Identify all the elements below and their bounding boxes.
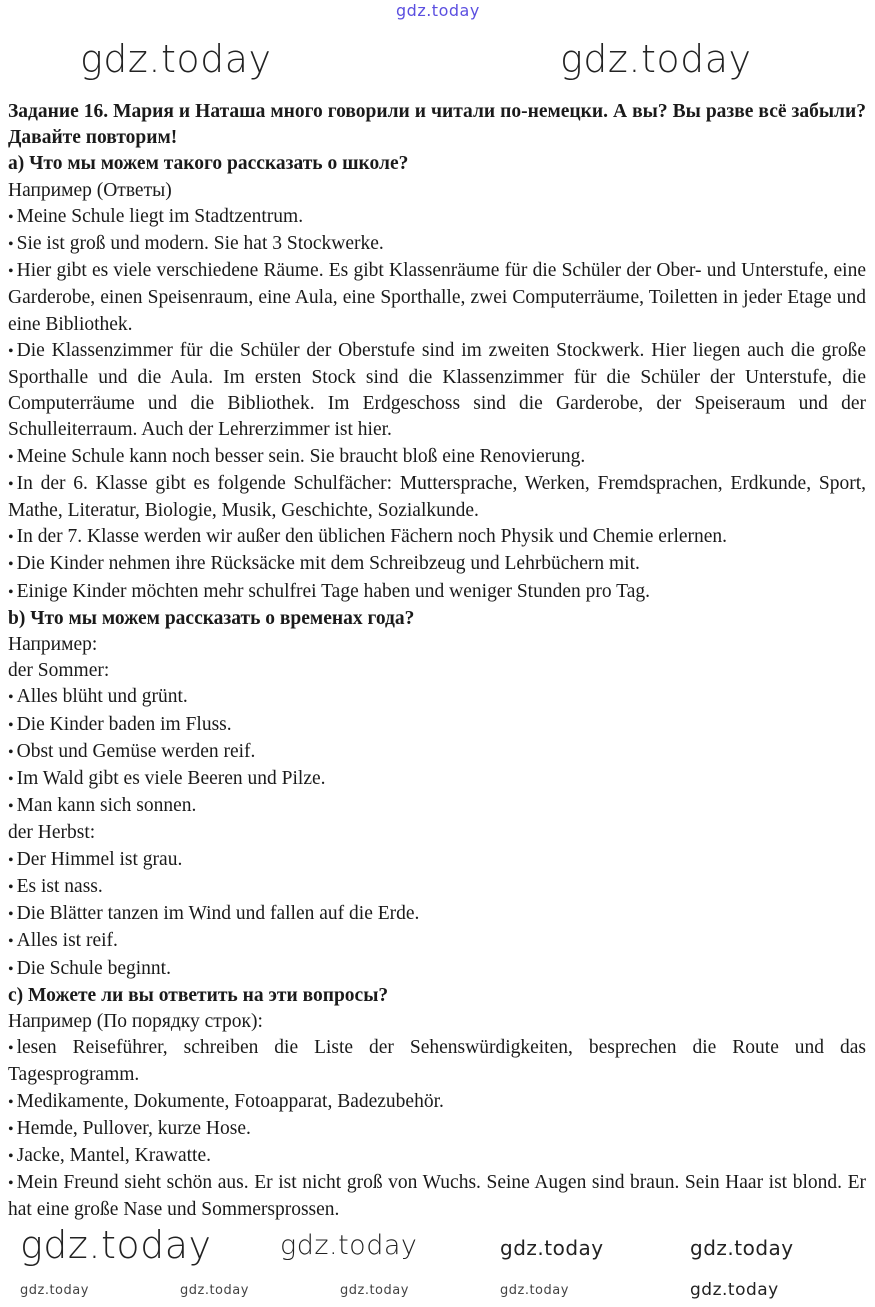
list-item: • Einige Kinder möchten mehr schulfrei Tage haben und weniger Stunden pro Tag. xyxy=(8,579,866,606)
list-item: • Die Blätter tanzen im Wind und fallen auf die Erde. xyxy=(8,901,866,928)
list-item: • Man kann sich sonnen. xyxy=(8,793,866,820)
section-c-intro: Например (По порядку строк): xyxy=(8,1010,263,1032)
section-b-intro: Например: xyxy=(8,634,98,656)
watermark: gdz.today xyxy=(340,1283,409,1298)
list-item: • Meine Schule liegt im Stadtzentrum. xyxy=(8,204,866,231)
list-item: • Jacke, Mantel, Krawatte. xyxy=(8,1143,866,1170)
watermark: gdz.today xyxy=(80,37,272,81)
list-item: • Die Klassenzimmer für die Schüler der Oberstufe sind im zweiten Stockwerk. Hier liegen auch die große Sporthalle und die Aula. Im ersten Stock sind die Klassenzimmer für die Schüler der Unterstufe, die Computerräume und die Bibliothek. Im Erdgeschoss sind die Garderobe, der Speiseraum und der Schulleiterraum. Auch der Lehrerzimmer ist hier. xyxy=(8,338,866,444)
list-item: • Es ist nass. xyxy=(8,874,866,901)
watermark: gdz.today xyxy=(500,1236,604,1260)
list-item: • Obst und Gemüse werden reif. xyxy=(8,739,866,766)
watermark: gdz.today xyxy=(500,1283,569,1298)
list-item: • Mein Freund sieht schön aus. Er ist nicht groß von Wuchs. Seine Augen sind braun. Sein Haar ist blond. Er hat eine große Nase und Sommersprossen. xyxy=(8,1170,866,1223)
watermark: gdz.today xyxy=(396,1,480,20)
watermark: gdz.today xyxy=(690,1280,779,1300)
list-item: • Alles ist reif. xyxy=(8,928,866,955)
list-item: • In der 6. Klasse gibt es folgende Schulfächer: Muttersprache, Werken, Fremdsprachen, Erdkunde, Sport, Mathe, Literatur, Biologie, Musik, Geschichte, Sozialkunde. xyxy=(8,471,866,524)
section-a-intro: Например (Ответы) xyxy=(8,179,172,201)
list-item: • In der 7. Klasse werden wir außer den üblichen Fächern noch Physik und Chemie erlernen. xyxy=(8,524,866,551)
list-item: • Hemde, Pullover, kurze Hose. xyxy=(8,1116,866,1143)
summer-label: der Sommer: xyxy=(8,660,110,682)
list-item: • Meine Schule kann noch besser sein. Sie braucht bloß eine Renovierung. xyxy=(8,444,866,471)
section-c-heading: c) Можете ли вы ответить на эти вопросы? xyxy=(8,984,389,1006)
watermark: gdz.today xyxy=(20,1283,89,1298)
list-item: • Die Kinder baden im Fluss. xyxy=(8,712,866,739)
list-item: • Hier gibt es viele verschiedene Räume. Es gibt Klassenräume für die Schüler der Ober- und Unterstufe, eine Garderobe, einen Speisenraum, eine Aula, eine Sporthalle, zwei Computerräume, Toiletten in jeder Etage und eine Bibliothek. xyxy=(8,258,866,338)
watermark: gdz.today xyxy=(280,1230,418,1261)
list-item: • lesen Reiseführer, schreiben die Liste der Sehenswürdigkeiten, besprechen die Route und das Tagesprogramm. xyxy=(8,1035,866,1088)
list-item: • Medikamente, Dokumente, Fotoapparat, Badezubehör. xyxy=(8,1089,866,1116)
list-item: • Im Wald gibt es viele Beeren und Pilze. xyxy=(8,766,866,793)
watermark: gdz.today xyxy=(180,1283,249,1298)
section-b-heading: b) Что мы можем рассказать о временах года? xyxy=(8,607,415,629)
watermark: gdz.today xyxy=(20,1223,212,1267)
list-item: • Die Kinder nehmen ihre Rücksäcke mit dem Schreibzeug und Lehrbüchern mit. xyxy=(8,551,866,578)
list-item: • Die Schule beginnt. xyxy=(8,956,866,983)
exercise-document xyxy=(8,99,866,1224)
list-item: • Sie ist groß und modern. Sie hat 3 Stockwerke. xyxy=(8,231,866,258)
watermark: gdz.today xyxy=(560,37,752,81)
list-item: • Der Himmel ist grau. xyxy=(8,847,866,874)
list-item: • Alles blüht und grünt. xyxy=(8,684,866,711)
exercise-title: Задание 16. Мария и Наташа много говорили и читали по-немецки. А вы? Вы разве всё забыли? Давайте повторим! xyxy=(8,101,866,149)
section-a-heading: а) Что мы можем такого рассказать о школе? xyxy=(8,153,409,175)
autumn-label: der Herbst: xyxy=(8,822,96,844)
watermark: gdz.today xyxy=(690,1236,794,1260)
